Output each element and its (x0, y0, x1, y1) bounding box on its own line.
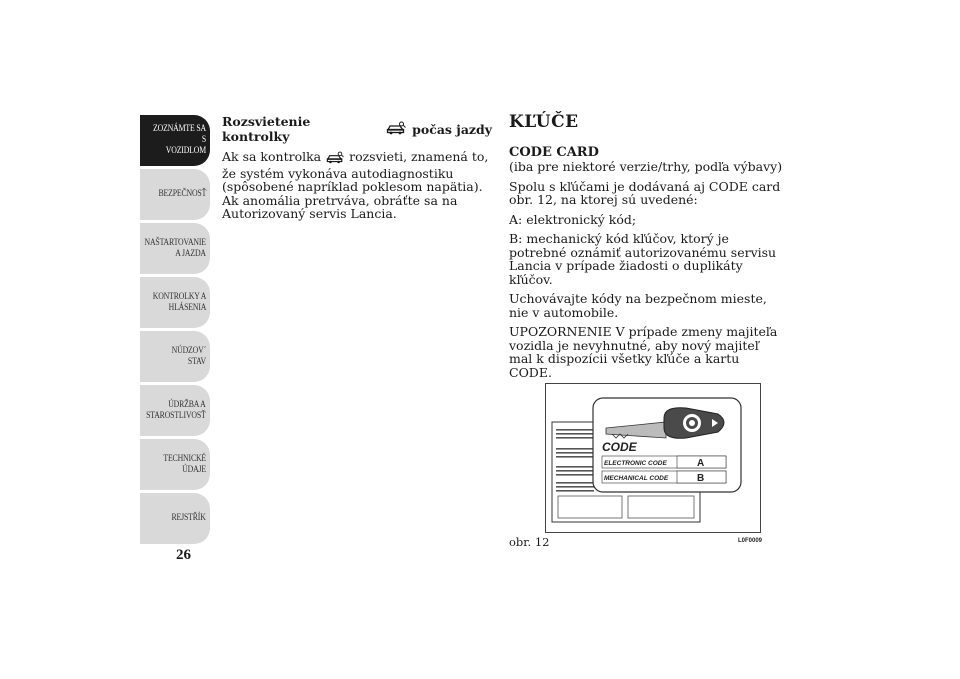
tab-label: REJSTŘÍK (171, 513, 206, 523)
figure-code: L0F0009 (738, 538, 763, 544)
car-key-warning-icon (386, 121, 406, 138)
tab-rejstrik[interactable] (140, 493, 210, 544)
code-card-illustration (546, 384, 761, 533)
right-column (509, 112, 784, 385)
mechanical-code-letter: B (697, 473, 705, 484)
mechanical-code-label: MECHANICAL CODE (604, 475, 669, 482)
tab-bezpecnost[interactable] (140, 169, 210, 220)
tab-nudzovy-stav[interactable] (140, 331, 210, 382)
para-text-start: Ak sa kontrolka (222, 149, 322, 164)
chapter-sidebar (140, 115, 210, 547)
tab-label: ZOZNÁMTE SA S VOZIDLOM (153, 124, 206, 156)
code-card-title: CODE CARD (509, 145, 599, 160)
warning-light-paragraph (222, 150, 492, 221)
tab-label: TECHNICKÉ ÚDAJE (163, 453, 206, 475)
tab-nastartovanie[interactable] (140, 223, 210, 274)
tab-technicke-udaje[interactable] (140, 439, 210, 490)
tab-label: KONTROLKY A HLÁSENIA (152, 291, 206, 313)
paragraph-warning: UPOZORNENIE V prípade zmeny majiteľa vozidla je nevyhnutné, aby nový majiteľ mal k dispozícii všetky kľúče a kartu CODE. (509, 324, 778, 380)
code-card-figure (545, 383, 761, 533)
card-heading: CODE (602, 440, 637, 454)
figure-caption: obr. 12 (509, 535, 550, 549)
tab-udrzba[interactable] (140, 385, 210, 436)
tab-zoznamte-sa[interactable] (140, 115, 210, 166)
heading-text-end: počas jazdy (412, 121, 493, 137)
left-column (222, 114, 492, 227)
paragraph-storage: Uchovávajte kódy na bezpečnom mieste, nie v automobile. (509, 291, 767, 320)
tab-label: NÚDZOV´ STAV (171, 345, 206, 367)
heading-text-start: Rozsvietenie kontrolky (222, 114, 311, 144)
para-text-end: rozsvieti, znamená to, že systém vykonáva autodiagnostiku (spôsobené napríklad poklesom napätia). Ak anomália pretrváva, obráťte sa na Autorizovaný servis Lancia. (222, 149, 489, 221)
tab-kontrolky[interactable] (140, 277, 210, 328)
tab-label: NAŠTARTOVANIE A JAZDA (144, 237, 206, 259)
section-title: KĽÚČE (509, 112, 579, 132)
car-key-warning-icon (326, 151, 344, 167)
tab-label: BEZPEČNOSŤ (158, 189, 206, 199)
tab-label: ÚDRŽBA A STAROSTLIVOSŤ (146, 399, 206, 421)
paragraph-intro: Spolu s kľúčami je dodávaná aj CODE card obr. 12, na ktorej sú uvedené: (509, 178, 781, 207)
electronic-code-letter: A (697, 458, 705, 469)
warning-light-heading (222, 114, 492, 144)
paragraph-b: B: mechanický kód kľúčov, ktorý je potrebné oznámiť autorizovanému servisu Lancia v prípade žiadosti o duplikáty kľúčov. (509, 231, 777, 287)
electronic-code-label: ELECTRONIC CODE (604, 460, 667, 467)
page-number: 26 (176, 547, 191, 563)
code-card-subtitle: (iba pre niektoré verzie/trhy, podľa výbavy) (509, 159, 783, 174)
paragraph-a: A: elektronický kód; (509, 211, 637, 227)
